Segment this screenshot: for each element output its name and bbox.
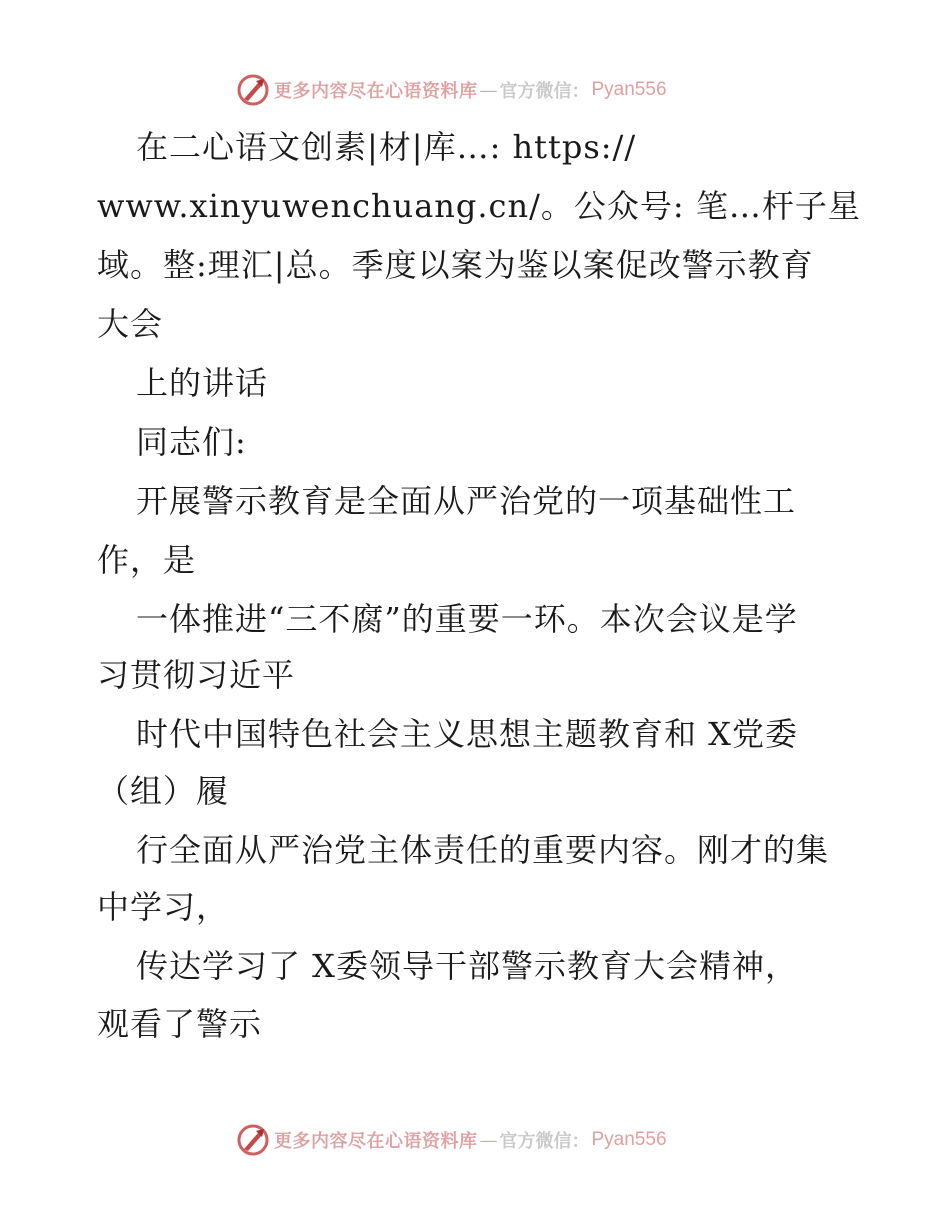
text-line: 一体推进“三不腐”的重要一环。本次会议是学	[136, 600, 798, 638]
text-line: 观看了警示	[97, 1005, 263, 1043]
text-line: 中学习，	[97, 888, 230, 926]
text-line: （组）履	[97, 772, 230, 810]
watermark-account: Pyan556	[591, 1129, 667, 1150]
text-line: 开展警示教育是全面从严治党的一项基础性工	[136, 482, 797, 520]
header-watermark	[236, 72, 667, 108]
pen-feather-icon	[236, 1123, 270, 1157]
text-line: 习贯彻习近平	[97, 656, 296, 694]
text-line: 域。整:理汇|总。季度以案为鉴以案促改警示教育	[97, 246, 814, 284]
watermark-account: Pyan556	[591, 79, 667, 100]
watermark-separator: —	[479, 1129, 498, 1151]
text-line: 传达学习了 X委领导干部警示教育大会精神，	[136, 947, 798, 985]
text-line: 在二心语文创素|材|库…: https://	[136, 128, 637, 166]
text-line: 上的讲话	[136, 364, 269, 402]
text-line: 时代中国特色社会主义思想主题教育和 X党委	[136, 715, 798, 753]
text-line: 同志们:	[136, 423, 247, 461]
watermark-separator: —	[479, 79, 498, 101]
text-line: 行全面从严治党主体责任的重要内容。刚才的集	[136, 831, 830, 869]
watermark-prefix: 更多内容尽在心语资料库	[274, 81, 478, 102]
pen-feather-icon	[236, 73, 270, 107]
footer-watermark	[236, 1122, 667, 1158]
text-line: 作，是	[97, 541, 197, 579]
watermark-official: 官方微信：	[499, 81, 590, 102]
text-line: www.xinyuwenchuang.cn/。公众号: 笔…杆子星	[97, 187, 861, 225]
watermark-prefix: 更多内容尽在心语资料库	[274, 1131, 478, 1152]
text-line: 大会	[97, 305, 164, 343]
watermark-official: 官方微信：	[499, 1131, 590, 1152]
